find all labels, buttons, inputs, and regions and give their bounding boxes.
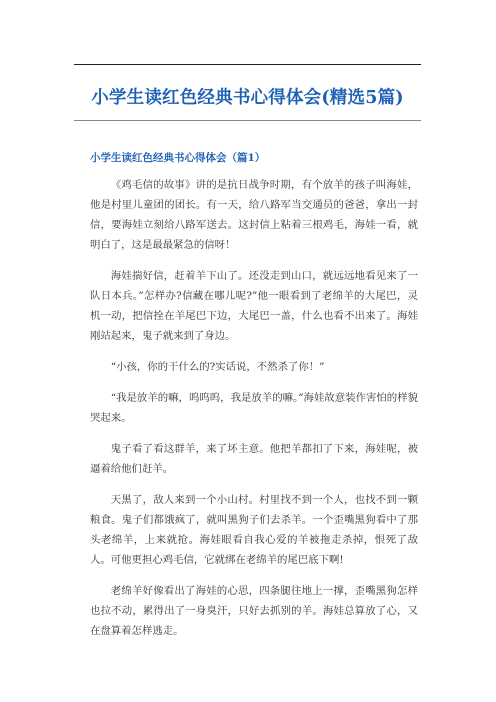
paragraph: 老绵羊好像看出了海娃的心思，四条腿往地上一撑，歪嘴黑狗怎样也拉不动，累得出了一身臭汗，只好去抓别的羊。海娃总算放了心，又在盘算着怎样逃走。 bbox=[90, 585, 418, 637]
paragraph: “我是放羊的嘛，呜呜呜，我是放羊的嘛。”海娃故意装作害怕的样貌哭起来。 bbox=[90, 392, 418, 424]
paragraph: 《鸡毛信的故事》讲的是抗日战争时期，有个放羊的孩子叫海娃，他是村里儿童团的团长。有一天，给八路军当交通员的爸爸，拿出一封信，要海娃立刻给八路军送去。这封信上粘着三根鸡毛，海娃一看，就明白了，这是最最紧急的信呀！ bbox=[90, 179, 418, 251]
document-title: 小学生读红色经典书心得体会(精选5篇) bbox=[91, 88, 404, 108]
paragraph: 天黑了，敌人来到一个小山村。村里找不到一个人，也找不到一颗粮食。鬼子们都饿疯了，就叫黑狗子们去杀羊。一个歪嘴黑狗看中了那头老绵羊，上来就抢。海娃眼看自我心爱的羊被拖走杀掉，恨死了敌人。可他更担心鸡毛信，它就绑在老绵羊的尾巴底下啊! bbox=[90, 494, 418, 566]
section-heading: 小学生读红色经典书心得体会（篇1） bbox=[90, 152, 266, 164]
article-body bbox=[90, 175, 418, 652]
paragraph: “小孩，你的干什么的?实话说，不然杀了你！” bbox=[110, 361, 325, 373]
paragraph: 鬼子看了看这群羊，来了坏主意。他把羊都扣了下来，海娃呢，被逼着给他们赶羊。 bbox=[90, 443, 418, 475]
header-rule bbox=[74, 64, 421, 65]
title-divider bbox=[74, 120, 421, 121]
paragraph: 海娃揣好信，赶着羊下山了。还没走到山口，就远远地看见来了一队日本兵。”怎样办?信藏在哪儿呢?”他一眼看到了老绵羊的大尾巴，灵机一动，把信拴在羊尾巴下边，大尾巴一盖，什么也看不出来了。海娃刚站起来，鬼子就来到了身边。 bbox=[90, 270, 418, 342]
